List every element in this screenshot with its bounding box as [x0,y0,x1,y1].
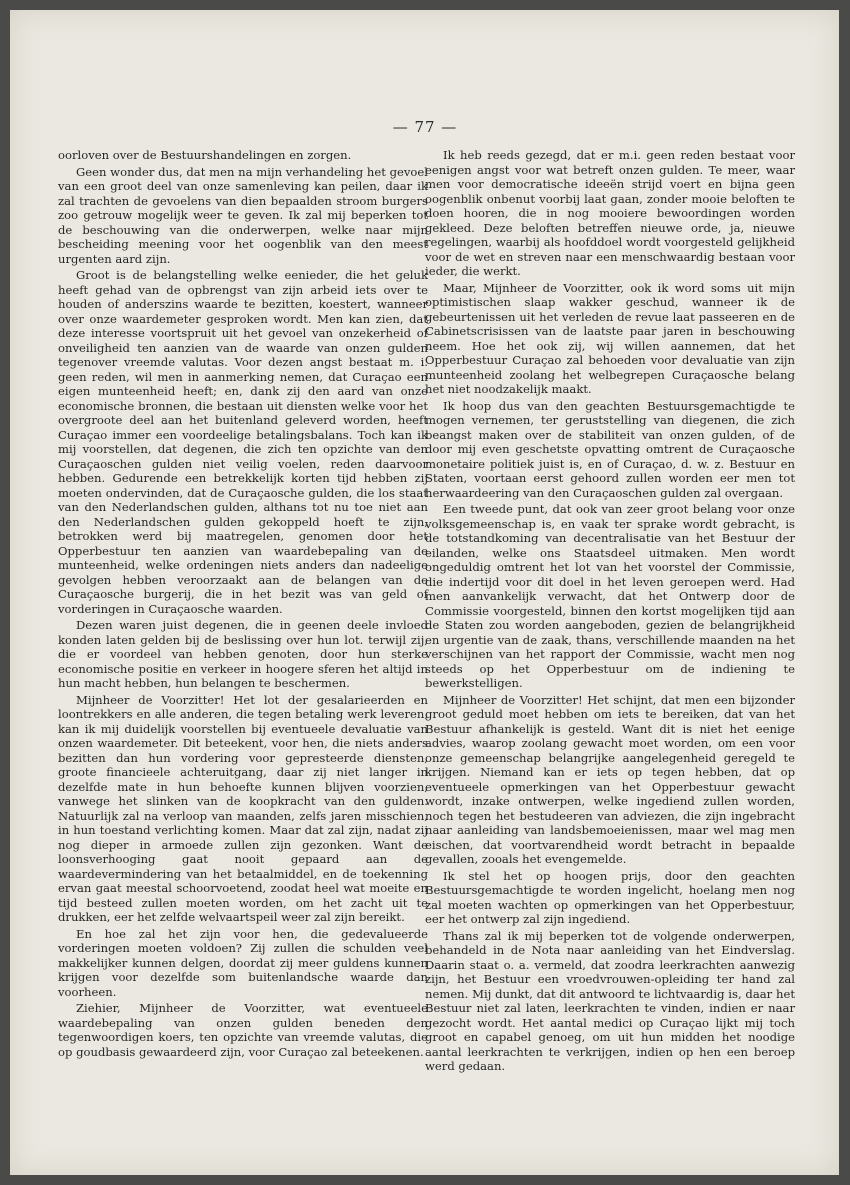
paragraph: Groot is de belangstelling welke eenieder, die het geluk heeft gehad van de opbrengst van zijn arbeid iets over te houden of anderszins waarde te bezitten, koestert, wanneer over onze waardemeter gesproken wordt. Men kan zien, dat deze interesse voortspruit uit het gevoel van onzekerheid of onveiligheid ten aanzien van de waarde van onzen gulden tegenover vreemde valutas. Voor dezen angst bestaat m. i. geen reden, wil men in aanmerking nemen, dat Curaçao een eigen munteenheid heeft; en, dank zij den aard van onze economische bronnen, die bestaan uit diensten welke voor het overgroote deel aan het buitenland geleverd worden, heeft Curaçao immer een voordeelige betalingsbalans. Toch kan ik mij voorstellen, dat degenen, die zich ten opzichte van den Curaçaoschen gulden niet veilig voelen, reden daarvoor hebben. Gedurende een betrekkelijk korten tijd hebben zij moeten ondervinden, dat de Curaçaosche gulden, die los staat van den Nederlandschen gulden, althans tot nu toe niet aan den Nederlandschen gulden gekoppeld hoeft te zijn, betrokken werd bij maatregelen, genomen door het Opperbestuur ten aanzien van waardebepaling van de munteenheid, welke ordeningen niets anders dan nadeelige gevolgen hebben veroorzaakt aan de belangen van de Curaçaosche burgerij, die in het bezit was van geld of vorderingen in Curaçaosche waarden. [58,268,428,616]
paragraph: Ziehier, Mijnheer de Voorzitter, wat eventueele waardebepaling van onzen gulden beneden den tegenwoordigen koers, ten opzichte van vreemde valutas, die op goudbasis gewaardeerd zijn, voor Curaçao zal beteekenen. [58,1001,428,1059]
paragraph: Ik hoop dus van den geachten Bestuursgemachtigde te mogen vernemen, ter geruststelling van diegenen, die zich beangst maken over de stabiliteit van onzen gulden, of de door mij even geschetste opvatting omtrent de Curaçaosche monetaire politiek juist is, en of Curaçao, d. w. z. Bestuur en Staten, voortaan eerst gehoord zullen worden eer men tot herwaardeering van den Curaçaoschen gulden zal overgaan. [425,398,795,500]
paragraph: Thans zal ik mij beperken tot de volgende onderwerpen, behandeld in de Nota naar aanleiding van het Eindverslag. Daarin staat o. a. vermeld, dat zoodra leerkrachten aanwezig zijn, het Bestuur een vroedvrouwen-opleiding ter hand zal nemen. Mij dunkt, dat dit antwoord te lichtvaardig is, daar het Bestuur niet zal laten, leerkrachten te vinden, indien er naar gezocht wordt. Het aantal medici op Curaçao lijkt mij toch groot en capabel genoeg, om uit hun midden het noodige aantal leerkrachten te verkrijgen, indien op hen een beroep werd gedaan. [425,928,795,1073]
paragraph: Geen wonder dus, dat men na mijn verhandeling het gevoel van een groot deel van onze samenleving kan peilen, daar ik zal trachten de gevoelens van dien bepaalden stroom burgers zoo getrouw mogelijk weer te geven. Ik zal mij beperken tot de beschouwing van die onderwerpen, welke naar mijn bescheiding meening voor het oogenblik van den meest urgenten aard zijn. [58,164,428,266]
left-column [58,148,428,1059]
paragraph: oorloven over de Bestuurshandelingen en zorgen. [58,148,352,162]
paragraph: Dezen waren juist degenen, die in geenen deele invloed konden laten gelden bij de beslissing over hun lot. terwijl zij, die er voordeel van hebben genoten, door hun sterke economische positie en verkeer in hoogere sferen het altijd in hun macht hebben, hun belangen te beschermen. [58,618,428,690]
paragraph: Ik stel het op hoogen prijs, door den geachten Bestuursgemachtigde te worden ingelicht, hoelang men nog zal moeten wachten op opmerkingen van het Opperbestuur, eer het ontwerp zal zijn ingediend. [425,868,795,926]
paragraph: Mijnheer de Voorzitter! Het schijnt, dat men een bijzonder groot geduld moet hebben om iets te bereiken, dat van het Bestuur afhankelijk is gesteld. Want dit is niet het eenige advies, waarop zoolang gewacht moet worden, om een voor onze gemeenschap belangrijke aangelegenheid geregeld te krijgen. Niemand kan er iets op tegen hebben, dat op eventueele opmerkingen van het Opperbestuur gewacht wordt, inzake ontwerpen, welke ingediend zullen worden, noch tegen het bestudeeren van adviezen, die zijn ingebracht naar aanleiding van landsbemoeienissen, maar wel mag men eischen, dat voortvarendheid wordt betracht in bepaalde gevallen, zooals het evengemelde. [425,692,795,866]
paragraph: Ik heb reeds gezegd, dat er m.i. geen reden bestaat voor eenigen angst voor wat betreft onzen gulden. Te meer, waar men voor democratische ideeën strijd voert en bijna geen oogenblik onbenut voorbij laat gaan, zonder mooie beloften te doen hooren, die in nog mooiere bewoordingen worden gekleed. Deze beloften betreffen nieuwe orde, ja, nieuwe regelingen, waarbij als hoofddoel wordt voorgesteld gelijkheid voor de wet en streven naar een menschwaardig bestaan voor ieder, die werkt. [425,148,795,278]
paragraph: En hoe zal het zijn voor hen, die gedevalueerde vorderingen moeten voldoen? Zij zullen die schulden veel makkelijker kunnen delgen, doordat zij meer guldens kunnen krijgen voor dezelfde som buitenlandsche waarde dan voorheen. [58,926,428,999]
right-column [425,148,795,1074]
page-number: — 77 — [392,118,458,136]
paragraph: Mijnheer de Voorzitter! Het lot der gesalarieerden en loontrekkers en alle anderen, die tegen betaling werk leveren, kan ik mij duidelijk voorstellen bij eventueele devaluatie van onzen waardemeter. Dit beteekent, voor hen, die niets anders bezitten dan hun vordering voor gepresteerde diensten, groote financieele achteruitgang, daar zij niet langer in dezelfde mate in hun behoefte kunnen blijven voorzien, vanwege het slinken van de koopkracht van den gulden. Natuurlijk zal na verloop van maanden, zelfs jaren misschien, in hun toestand verlichting komen. Maar dat zal zijn, nadat zij nog dieper in armoede zullen zijn gezonken. Want de loonsverhooging gaat nooit gepaard aan de waardevermindering van het betaalmiddel, en de toekenning ervan gaat meestal schoorvoetend, zoodat heel wat moeite en tijd besteed zullen moeten worden, om het zacht uit te drukken, eer het zelfde welvaartspeil weer zal zijn bereikt. [58,692,428,924]
paragraph: Maar, Mijnheer de Voorzitter, ook ik word soms uit mijn optimistischen slaap wakker geschud, wanneer ik de gebeurtenissen uit het verleden de revue laat passeeren en de Cabinetscrisissen van de laatste paar jaren in beschouwing neem. Hoe het ook zij, wij willen aannemen, dat het Opperbestuur Curaçao zal behoeden voor devaluatie van zijn munteenheid zoolang het welbegrepen Curaçaosche belang het niet noodzakelijk maakt. [425,280,795,396]
paragraph: Een tweede punt, dat ook van zeer groot belang voor onze volksgemeenschap is, en vaak ter sprake wordt gebracht, is de totstandkoming van decentralisatie van het Bestuur der eilanden, welke ons Staatsdeel uitmaken. Men wordt ongeduldig omtrent het lot van het voorstel der Commissie, die indertijd voor dit doel in het leven geroepen werd. Had men aanvankelijk verwacht, dat het Ontwerp door de Commissie voorgesteld, binnen den kortst mogelijken tijd aan de Staten zou worden aangeboden, gezien de belangrijkheid en urgentie van de zaak, thans, verschillende maanden na het verschijnen van het rapport der Commissie, wacht men nog steeds op het Opperbestuur om de indiening te bewerkstelligen. [425,502,795,690]
